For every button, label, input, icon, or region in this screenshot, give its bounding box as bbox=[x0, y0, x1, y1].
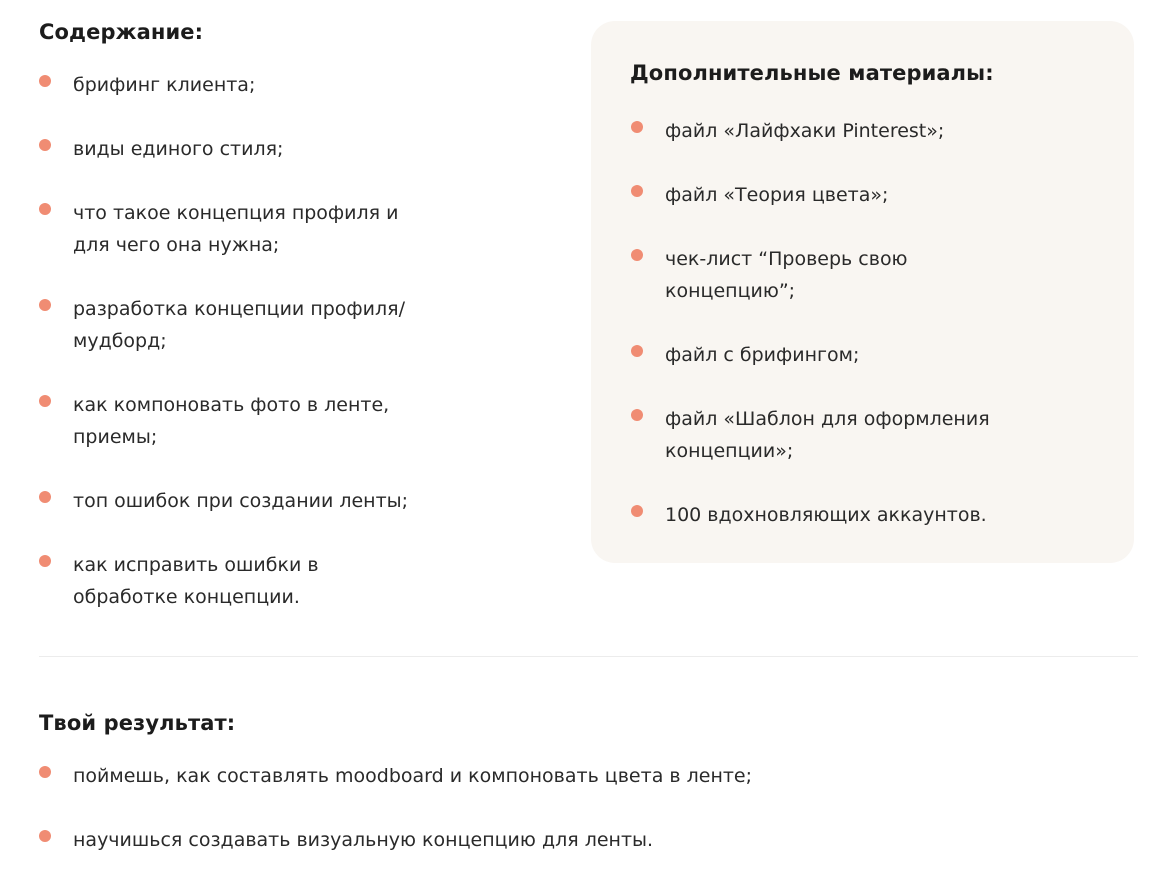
list-item bbox=[39, 389, 499, 453]
section-divider bbox=[39, 656, 1138, 657]
list-item bbox=[631, 179, 1061, 211]
list-item-text: файл «Теория цвета»; bbox=[665, 184, 889, 206]
list-item bbox=[39, 197, 499, 261]
list-item bbox=[631, 339, 1061, 371]
list-item-text: что такое концепция профиля и bbox=[73, 202, 399, 224]
list-item-text: поймешь, как составлять moodboard и компоновать цвета в ленте; bbox=[73, 765, 753, 787]
bullet-icon bbox=[39, 75, 51, 87]
list-item-text: 100 вдохновляющих аккаунтов. bbox=[665, 504, 987, 526]
list-item bbox=[631, 115, 1061, 147]
bullet-icon bbox=[39, 491, 51, 503]
list-item-text: чек-лист “Проверь свою bbox=[665, 248, 908, 270]
list-item bbox=[631, 243, 1061, 307]
list-item-text: как компоновать фото в ленте, bbox=[73, 394, 390, 416]
list-item-text: файл с брифингом; bbox=[665, 344, 860, 366]
bullet-icon bbox=[39, 766, 51, 778]
list-item bbox=[39, 293, 499, 357]
bullet-icon bbox=[39, 203, 51, 215]
list-item-text: файл «Лайфхаки Pinterest»; bbox=[665, 120, 945, 142]
bullet-icon bbox=[39, 395, 51, 407]
content-list bbox=[39, 69, 499, 613]
list-item-text: топ ошибок при создании ленты; bbox=[73, 490, 409, 512]
bullet-icon bbox=[39, 299, 51, 311]
list-item-text: как исправить ошибки в bbox=[73, 554, 319, 576]
bullet-icon bbox=[631, 121, 643, 133]
list-item-text: разработка концепции профиля/ bbox=[73, 298, 405, 320]
result-heading: Твой результат: bbox=[39, 711, 236, 735]
bullet-icon bbox=[631, 185, 643, 197]
list-item-text: концепцию”; bbox=[665, 280, 796, 302]
list-item-text: мудборд; bbox=[73, 330, 167, 352]
list-item bbox=[39, 824, 1039, 856]
bullet-icon bbox=[39, 830, 51, 842]
bullet-icon bbox=[39, 139, 51, 151]
bullet-icon bbox=[631, 505, 643, 517]
list-item bbox=[39, 69, 499, 101]
list-item bbox=[631, 403, 1061, 467]
materials-heading: Дополнительные материалы: bbox=[630, 61, 994, 85]
list-item bbox=[39, 485, 499, 517]
list-item-text: приемы; bbox=[73, 426, 158, 448]
list-item-text: концепции»; bbox=[665, 440, 794, 462]
list-item bbox=[39, 549, 499, 613]
list-item-text: для чего она нужна; bbox=[73, 234, 280, 256]
bullet-icon bbox=[631, 249, 643, 261]
list-item bbox=[631, 499, 1061, 531]
list-item-text: обработке концепции. bbox=[73, 586, 300, 608]
list-item-text: файл «Шаблон для оформления bbox=[665, 408, 990, 430]
list-item-text: виды единого стиля; bbox=[73, 138, 284, 160]
list-item bbox=[39, 760, 1039, 792]
bullet-icon bbox=[631, 345, 643, 357]
bullet-icon bbox=[631, 409, 643, 421]
bullet-icon bbox=[39, 555, 51, 567]
list-item-text: брифинг клиента; bbox=[73, 74, 256, 96]
list-item bbox=[39, 133, 499, 165]
materials-list bbox=[631, 115, 1061, 531]
result-list bbox=[39, 760, 1039, 856]
list-item-text: научишься создавать визуальную концепцию для ленты. bbox=[73, 829, 654, 851]
content-heading: Содержание: bbox=[39, 20, 204, 44]
